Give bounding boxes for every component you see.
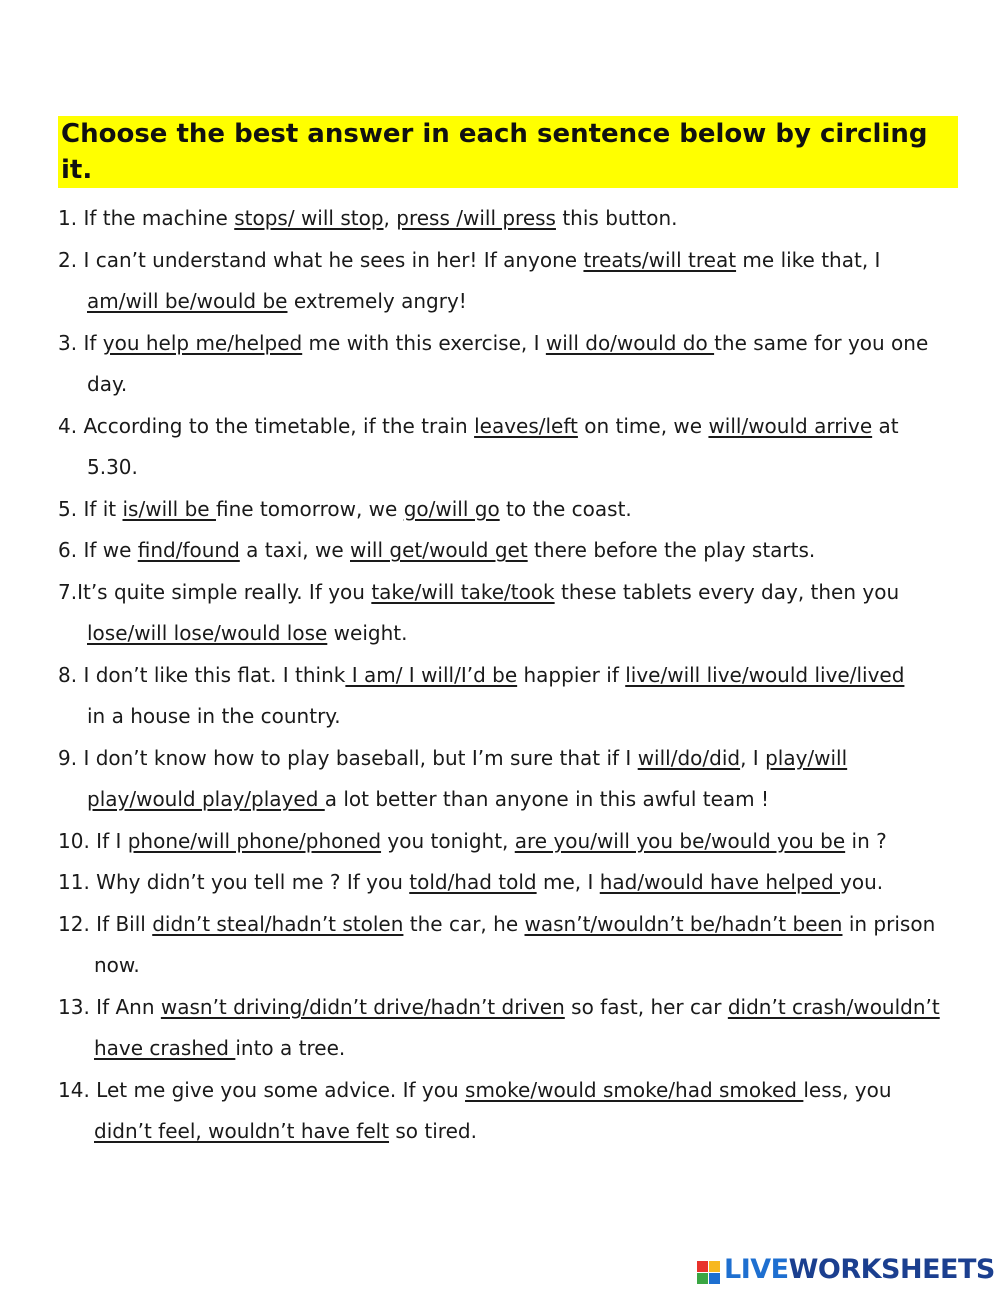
question-1 bbox=[58, 198, 958, 240]
sentence-text: me, I bbox=[536, 870, 600, 894]
sentence-text: a lot better than anyone in this awful team ! bbox=[324, 787, 770, 811]
logo-word-live: LIVE bbox=[724, 1254, 789, 1285]
answer-choices[interactable]: find/found bbox=[137, 538, 240, 562]
answer-choices[interactable]: will get/would get bbox=[350, 538, 528, 562]
sentence-text: 4. According to the timetable, if the train bbox=[58, 413, 475, 438]
liveworksheets-logo bbox=[697, 1254, 995, 1287]
sentence-text: weight. bbox=[327, 621, 408, 645]
sentence-text: 5. If it bbox=[58, 496, 123, 521]
answer-choices[interactable]: didn’t crash/wouldn’t bbox=[727, 994, 940, 1019]
answer-choices[interactable]: play/will bbox=[765, 745, 848, 770]
sentence-text: me with this exercise, I bbox=[302, 330, 546, 355]
sentence-text: 12. If Bill bbox=[58, 911, 153, 936]
question-line bbox=[58, 572, 958, 614]
question-6 bbox=[58, 530, 958, 572]
sentence-text: you. bbox=[840, 870, 884, 894]
answer-choices[interactable]: am/will be/would be bbox=[87, 289, 288, 313]
question-line bbox=[58, 696, 958, 738]
question-line bbox=[58, 406, 958, 448]
sentence-text: 6. If we bbox=[58, 538, 138, 562]
question-line bbox=[58, 198, 958, 240]
answer-choices[interactable]: go/will go bbox=[403, 496, 500, 521]
sentence-text: happier if bbox=[517, 662, 626, 687]
question-2 bbox=[58, 240, 958, 323]
question-line bbox=[58, 1070, 958, 1112]
answer-choices[interactable]: will/do/did bbox=[637, 745, 741, 770]
answer-choices[interactable]: didn’t feel, wouldn’t have felt bbox=[94, 1119, 390, 1143]
sentence-text: there before the play starts. bbox=[527, 538, 816, 562]
answer-choices[interactable]: phone/will phone/phoned bbox=[127, 828, 382, 853]
sentence-text: 5.30. bbox=[87, 455, 138, 479]
question-line bbox=[58, 1028, 958, 1070]
answer-choices[interactable]: wasn’t/wouldn’t be/hadn’t been bbox=[524, 911, 843, 936]
answer-choices[interactable]: press /will press bbox=[396, 206, 556, 230]
sentence-text: 8. I don’t like this flat. I think bbox=[58, 662, 346, 687]
question-line bbox=[58, 489, 958, 531]
sentence-text: these tablets every day, then you bbox=[554, 579, 900, 604]
answer-choices[interactable]: told/had told bbox=[409, 870, 537, 894]
answer-choices[interactable]: is/will be bbox=[122, 496, 216, 521]
question-line bbox=[58, 613, 958, 655]
answer-choices[interactable]: play/would play/played bbox=[87, 787, 325, 811]
question-line bbox=[58, 945, 958, 987]
sentence-text: at bbox=[872, 413, 899, 438]
answer-choices[interactable]: lose/will lose/would lose bbox=[87, 621, 328, 645]
question-5 bbox=[58, 489, 958, 531]
answer-choices[interactable]: treats/will treat bbox=[583, 247, 737, 272]
question-line bbox=[58, 447, 958, 489]
answer-choices[interactable]: are you/will you be/would you be bbox=[514, 828, 846, 853]
question-3 bbox=[58, 323, 958, 406]
question-list bbox=[58, 198, 958, 1153]
sentence-text: on time, we bbox=[577, 413, 709, 438]
logo-block-red bbox=[697, 1261, 708, 1272]
question-line bbox=[58, 655, 958, 697]
question-line bbox=[58, 530, 958, 572]
logo-wordmark bbox=[724, 1253, 995, 1287]
sentence-text: extremely angry! bbox=[287, 289, 467, 313]
question-line bbox=[58, 364, 958, 406]
question-line bbox=[58, 904, 958, 946]
sentence-text: a taxi, we bbox=[239, 538, 350, 562]
sentence-text: 10. If I bbox=[58, 828, 128, 853]
answer-choices[interactable]: you help me/helped bbox=[102, 330, 303, 355]
answer-choices[interactable]: wasn’t driving/didn’t drive/hadn’t driven bbox=[160, 994, 565, 1019]
sentence-text: , bbox=[383, 206, 397, 230]
sentence-text: in prison bbox=[842, 911, 936, 936]
answer-choices[interactable]: had/would have helped bbox=[599, 870, 841, 894]
question-9 bbox=[58, 738, 958, 821]
sentence-text: this button. bbox=[555, 206, 678, 230]
sentence-text: 1. If the machine bbox=[58, 206, 235, 230]
answer-choices[interactable]: have crashed bbox=[94, 1036, 236, 1060]
sentence-text: 3. If bbox=[58, 330, 103, 355]
answer-choices[interactable]: didn’t steal/hadn’t stolen bbox=[152, 911, 404, 936]
question-line bbox=[58, 779, 958, 821]
sentence-text: 11. Why didn’t you tell me ? If you bbox=[58, 870, 410, 894]
question-line bbox=[58, 1111, 958, 1153]
sentence-text: now. bbox=[94, 953, 140, 977]
sentence-text: so tired. bbox=[389, 1119, 477, 1143]
logo-word-worksheets: WORKSHEETS bbox=[788, 1254, 995, 1285]
question-12 bbox=[58, 904, 958, 987]
sentence-text: the same for you one bbox=[714, 330, 929, 355]
answer-choices[interactable]: will do/would do bbox=[545, 330, 715, 355]
question-line bbox=[58, 862, 958, 904]
answer-choices[interactable]: I am/ I will/I’d be bbox=[345, 662, 518, 687]
question-line bbox=[58, 987, 958, 1029]
logo-block-yellow bbox=[709, 1261, 720, 1272]
worksheet-title: Choose the best answer in each sentence below by circling it. bbox=[58, 116, 958, 188]
sentence-text: in ? bbox=[845, 828, 887, 853]
sentence-text: to the coast. bbox=[499, 496, 632, 521]
question-line bbox=[58, 240, 958, 282]
answer-choices[interactable]: will/would arrive bbox=[708, 413, 873, 438]
answer-choices[interactable]: live/will live/would live/lived bbox=[625, 662, 905, 687]
question-line bbox=[58, 738, 958, 780]
answer-choices[interactable]: take/will take/took bbox=[371, 579, 555, 604]
question-10 bbox=[58, 821, 958, 863]
question-4 bbox=[58, 406, 958, 489]
sentence-text: me like that, I bbox=[736, 247, 881, 272]
sentence-text: you tonight, bbox=[381, 828, 515, 853]
question-14 bbox=[58, 1070, 958, 1153]
sentence-text: the car, he bbox=[403, 911, 525, 936]
sentence-text: so fast, her car bbox=[564, 994, 728, 1019]
sentence-text: into a tree. bbox=[235, 1036, 346, 1060]
sentence-text: day. bbox=[87, 372, 128, 396]
question-11 bbox=[58, 862, 958, 904]
sentence-text: 9. I don’t know how to play baseball, but I’m sure that if I bbox=[58, 745, 638, 770]
sentence-text: , I bbox=[740, 745, 766, 770]
sentence-text: fine tomorrow, we bbox=[215, 496, 404, 521]
sentence-text: 13. If Ann bbox=[58, 994, 161, 1019]
question-line bbox=[58, 821, 958, 863]
sentence-text: in a house in the country. bbox=[87, 704, 341, 728]
answer-choices[interactable]: stops/ will stop bbox=[234, 206, 384, 230]
logo-block-blue bbox=[709, 1273, 720, 1284]
sentence-text: 2. I can’t understand what he sees in her! If anyone bbox=[58, 247, 584, 272]
sentence-text: 7.It’s quite simple really. If you bbox=[58, 579, 372, 604]
question-8 bbox=[58, 655, 958, 738]
question-7 bbox=[58, 572, 958, 655]
sentence-text: less, you bbox=[803, 1077, 892, 1102]
logo-block-green bbox=[697, 1273, 708, 1284]
worksheet bbox=[58, 116, 958, 1153]
question-line bbox=[58, 323, 958, 365]
question-13 bbox=[58, 987, 958, 1070]
sentence-text: 14. Let me give you some advice. If you bbox=[58, 1077, 466, 1102]
answer-choices[interactable]: smoke/would smoke/had smoked bbox=[465, 1077, 804, 1102]
question-line bbox=[58, 281, 958, 323]
answer-choices[interactable]: leaves/left bbox=[474, 413, 578, 438]
